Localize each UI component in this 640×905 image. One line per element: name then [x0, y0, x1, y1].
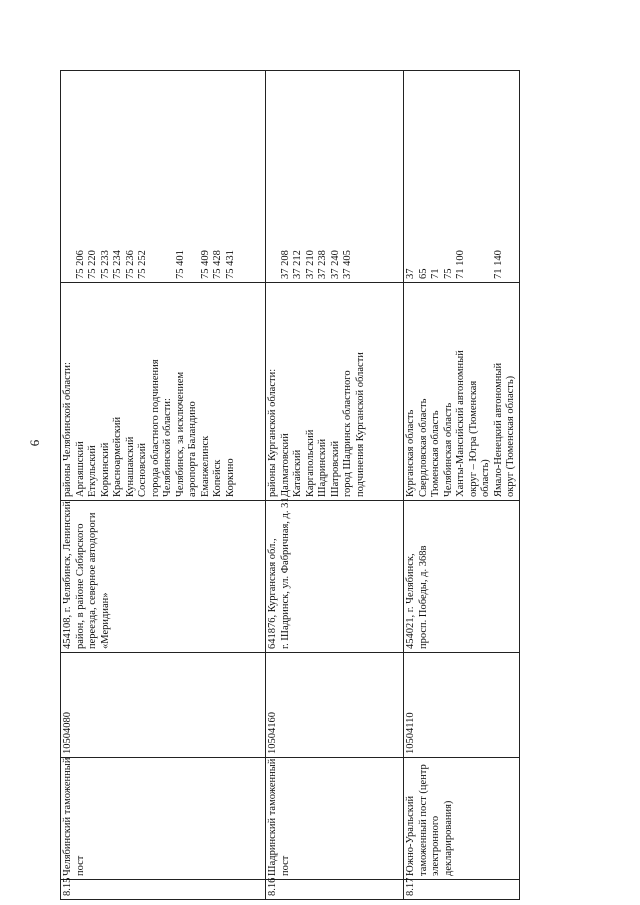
region-list-line: Еткульский	[87, 445, 98, 497]
row-number	[61, 877, 266, 900]
region-list-line: Красноармейский	[112, 416, 123, 497]
okato-codes-line: 37 208	[279, 250, 291, 279]
okato-codes-line: 75 252	[137, 250, 148, 279]
region-list-line: Шадринский	[317, 438, 328, 497]
region-list-line: Свердловская область	[417, 398, 429, 497]
okato-codes-line	[162, 74, 175, 279]
okato-codes-line	[150, 74, 163, 279]
region-list-line: Коркинский	[99, 442, 111, 497]
okato-codes	[266, 71, 404, 283]
region-list-line: Каргапольский	[304, 429, 316, 497]
okato-codes	[61, 71, 266, 283]
region-list-line: Копейск	[212, 459, 223, 497]
region-list-line: город Шадринск областного	[342, 370, 353, 497]
post-code	[61, 653, 266, 758]
okato-codes-line: 71 100	[455, 250, 466, 279]
region-list-line: аэропорта Баландино	[187, 401, 198, 497]
row-number-line: 8.17	[405, 877, 416, 896]
region-list-line: Кунашакский	[124, 436, 136, 497]
post-address	[266, 497, 404, 653]
region-list-line: Курганская область	[405, 409, 416, 497]
okato-codes-line: 75 206	[74, 250, 86, 279]
okato-codes-line: 37	[405, 268, 416, 279]
okato-codes-line: 71 140	[492, 250, 504, 279]
post-address-line: г. Шадринск, ул. Фабричная, д. 31	[279, 497, 291, 649]
post-address-line: просп. Победы, д. 368в	[417, 545, 429, 649]
okato-codes-line: 75 401	[174, 250, 186, 279]
region-list-line: округ (Тюменская область)	[505, 375, 516, 497]
region-list-line: Сосновский	[137, 443, 148, 497]
okato-codes-line: 37 405	[342, 250, 353, 279]
okato-codes-line	[468, 74, 481, 279]
okato-codes-line	[62, 74, 75, 279]
post-code-line: 10504080	[62, 712, 73, 754]
okato-codes-line: 75 233	[99, 250, 111, 279]
okato-codes-line: 75 236	[124, 250, 136, 279]
post-name-line: декларирования)	[442, 800, 454, 876]
region-list-line: Тюменская область	[430, 410, 441, 497]
okato-codes-line: 75 234	[112, 250, 123, 279]
okato-codes-line	[355, 74, 368, 279]
post-name-line: Челябинский таможенный	[62, 757, 73, 876]
post-address-line: переезда, северное автодороги	[87, 512, 98, 649]
post-code-line: 10504110	[405, 712, 416, 754]
region-list	[61, 283, 266, 501]
okato-codes-line	[187, 74, 200, 279]
okato-codes-line: 75 220	[87, 250, 98, 279]
region-list-line: Шатровский	[329, 440, 341, 497]
post-name-line: электронного	[430, 815, 441, 876]
region-list-line: районы Курганской области:	[267, 368, 278, 497]
post-address	[61, 501, 266, 653]
region-list	[404, 283, 520, 501]
table-body	[61, 71, 520, 900]
region-list-line: область)	[480, 459, 491, 497]
post-address-line: 454108, г. Челябинск, Ленинский	[62, 501, 73, 649]
table-row	[404, 71, 520, 900]
post-address-line: «Меридиан»	[99, 592, 111, 649]
post-address-line: район, в районе Сибирского	[74, 523, 86, 649]
region-list-line: Ханты-Мансийский автономный	[455, 350, 466, 497]
post-address	[404, 501, 520, 653]
post-name	[61, 758, 266, 880]
post-code-line: 10504160	[267, 712, 278, 754]
okato-codes-line: 37 212	[292, 250, 303, 279]
rotated-page	[60, 70, 516, 900]
region-list-line: Коркино	[224, 458, 236, 497]
post-name	[266, 758, 404, 880]
okato-codes-line	[267, 74, 280, 279]
okato-codes-line: 71	[430, 268, 441, 279]
region-list-line: Челябинская область	[442, 402, 454, 497]
row-number-line: 8.16	[267, 877, 278, 896]
post-address-line: 454021, г. Челябинск,	[405, 553, 416, 649]
region-list-line: города областного подчинения	[149, 359, 161, 497]
post-code	[404, 653, 520, 758]
customs-posts-table	[60, 70, 520, 900]
post-name-line: Шадринский таможенный	[267, 758, 278, 876]
page-number: 6	[27, 439, 42, 447]
okato-codes-line: 65	[417, 268, 429, 279]
region-list	[266, 283, 404, 501]
okato-codes-line: 75	[442, 268, 454, 279]
okato-codes-line: 75 428	[212, 250, 223, 279]
post-name-line: пост	[279, 855, 291, 876]
region-list-line: Аргаяшский	[74, 441, 86, 497]
okato-codes-line: 37 238	[317, 250, 328, 279]
okato-codes-line: 75 409	[199, 250, 211, 279]
post-address-line: 641876, Курганская обл.,	[267, 538, 278, 649]
row-number	[266, 877, 404, 900]
post-code	[266, 653, 404, 758]
table-row	[266, 71, 404, 900]
post-name-line: таможенный пост (центр	[417, 764, 429, 876]
table-row	[61, 71, 266, 900]
okato-codes-line	[480, 74, 493, 279]
region-list-line: Ямало-Ненецкий автономный	[492, 362, 504, 497]
region-list-line: Челябинской области:	[162, 398, 173, 497]
region-list-line: Далматовский	[279, 433, 291, 497]
post-name-line: пост	[74, 855, 86, 876]
region-list-line: районы Челябинской области:	[62, 362, 73, 497]
region-list-line: Катайский	[292, 449, 303, 497]
okato-codes-line	[505, 74, 518, 279]
region-list-line: Челябинск, за исключением	[174, 371, 186, 497]
okato-codes-line: 37 210	[304, 250, 316, 279]
okato-codes	[404, 71, 520, 283]
okato-codes-line: 75 431	[224, 250, 236, 279]
row-number	[404, 877, 520, 900]
row-number-line: 8.15	[62, 877, 73, 896]
post-name	[404, 758, 520, 880]
region-list-line: округ – Югра (Тюменская	[467, 380, 479, 497]
region-list-line: подчинения Курганской области	[354, 352, 366, 497]
okato-codes-line: 37 240	[329, 250, 341, 279]
post-name-line: Южно-Уральский	[405, 795, 416, 876]
region-list-line: Еманжелинск	[199, 435, 211, 497]
